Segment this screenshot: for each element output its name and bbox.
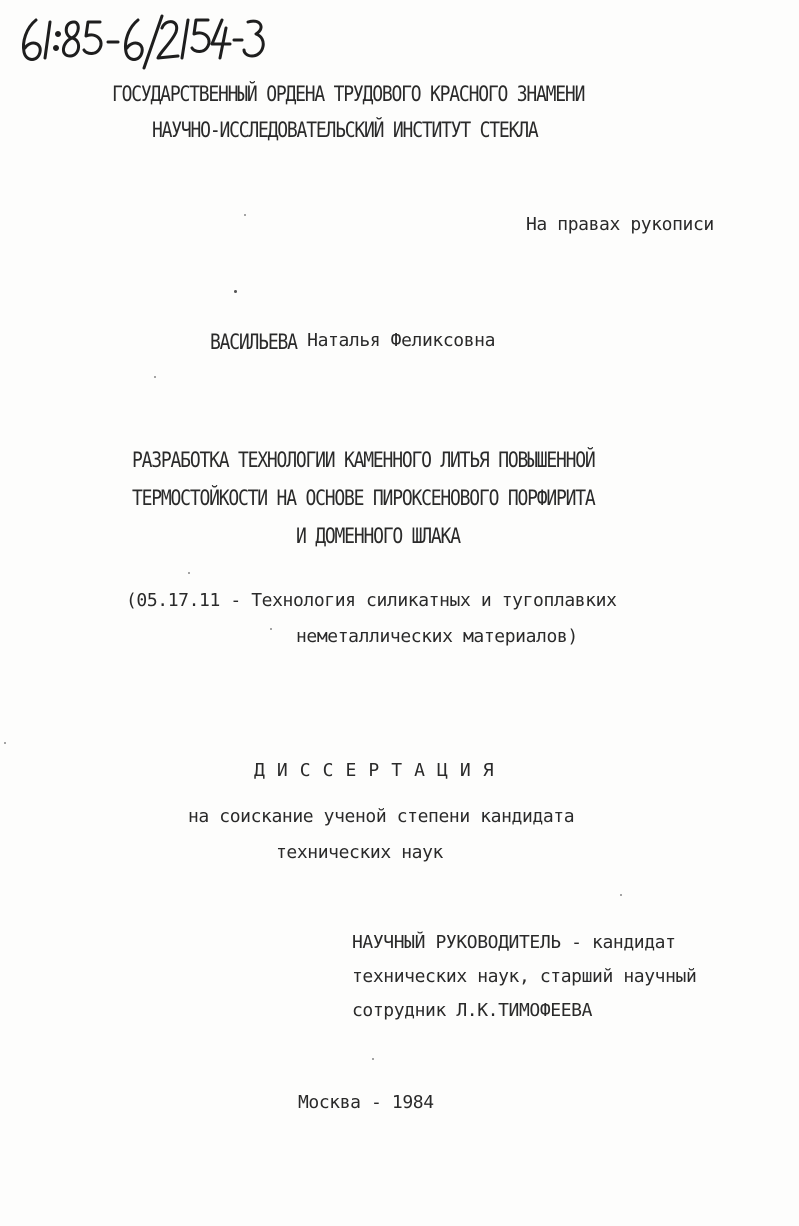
scan-speck — [4, 742, 6, 744]
scan-speck — [234, 290, 237, 293]
manuscript-rights-note: На правах рукописи — [526, 214, 714, 235]
title-line-1: РАЗРАБОТКА ТЕХНОЛОГИИ КАМЕННОГО ЛИТЬЯ ПОВЫШЕННОЙ — [132, 448, 595, 473]
specialty-line-2: неметаллических материалов) — [296, 626, 578, 647]
document-type-heading: Д И С С Е Р Т А Ц И Я — [254, 760, 495, 781]
institution-line-2: НАУЧНО-ИССЛЕДОВАТЕЛЬСКИЙ ИНСТИТУТ СТЕКЛА — [152, 118, 538, 143]
scan-speck — [154, 376, 156, 378]
specialty-line-1: (05.17.11 - Технология силикатных и тугоплавких — [126, 590, 617, 611]
institution-line-1: ГОСУДАРСТВЕННЫЙ ОРДЕНА ТРУДОВОГО КРАСНОГО ЗНАМЕНИ — [112, 82, 585, 107]
scan-speck — [244, 214, 246, 216]
author-name — [210, 330, 496, 355]
supervisor-line-2: технических наук, старший научный — [352, 966, 697, 987]
title-line-3: И ДОМЕННОГО ШЛАКА — [296, 524, 460, 549]
scan-speck — [270, 628, 272, 630]
place-and-year: Москва - 1984 — [298, 1092, 434, 1113]
scan-speck — [372, 1058, 374, 1060]
scan-speck — [188, 572, 190, 574]
handwritten-archive-code — [16, 12, 266, 70]
supervisor-line-1: НАУЧНЫЙ РУКОВОДИТЕЛЬ - кандидат — [352, 932, 676, 953]
degree-line-2: технических наук — [276, 842, 443, 863]
title-line-2: ТЕРМОСТОЙКОСТИ НА ОСНОВЕ ПИРОКСЕНОВОГО ПОРФИРИТА — [132, 486, 595, 511]
supervisor-line-3: сотрудник Л.К.ТИМОФЕЕВА — [352, 1000, 593, 1021]
author-surname: ВАСИЛЬЕВА — [210, 330, 297, 355]
degree-line-1: на соискание ученой степени кандидата — [188, 806, 575, 827]
author-given-names: Наталья Феликсовна — [307, 330, 496, 351]
scan-speck — [620, 894, 622, 896]
